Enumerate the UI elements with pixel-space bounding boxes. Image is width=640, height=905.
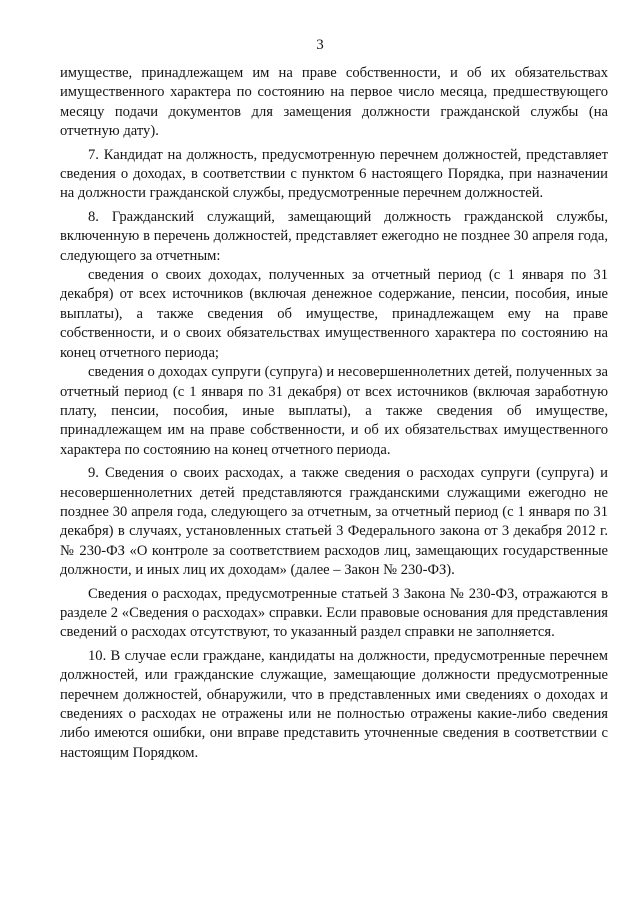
paragraph-item-10: 10. В случае если граждане, кандидаты на должности, предусмотренные перечнем должностей, или гражданские служащие, замещающие должности предусмотренные перечнем должностей, обнаружили, что в представленных ими сведениях о доходах и сведениях о расходах не отражены или не полностью отражены какие-либо сведения либо имеются ошибки, они вправе представить уточненные сведения в соответствии с настоящим Порядком. (60, 647, 608, 761)
paragraph-continuation: имуществе, принадлежащем им на праве собственности, и об их обязательствах имущественного характера по состоянию на первое число месяца, предшествующего месяцу подачи документов для замещения должности гражданской службы (на отчетную дату). (60, 65, 608, 140)
paragraph-item-7: 7. Кандидат на должность, предусмотренную перечнем должностей, представляет сведения о доходах, в соответствии с пунктом 6 настоящего Порядка, при назначении на должности гражданской службы, предусмотренные перечнем должностей. (60, 146, 608, 202)
paragraph-item-8-own-income: сведения о своих доходах, полученных за отчетный период (с 1 января по 31 декабря) от всех источников (включая денежное содержание, пенсии, пособия, иные выплаты), а также сведения об имуществе, принадлежащем ему на праве собственности, и о своих обязательствах имущественного характера по состоянию на конец отчетного периода; (60, 267, 608, 361)
paragraph-item-9: 9. Сведения о своих расходах, а также сведения о расходах супруги (супруга) и несовершеннолетних детей представляются гражданскими служащими ежегодно не позднее 30 апреля года, следующего за отчетным, за отчетный период (с 1 января по 31 декабря) в случаях, установленных статьей 3 Федерального закона от 3 декабря 2012 г. № 230-ФЗ «О контроле за соответствием расходов лиц, замещающих государственные должности, и иных лиц их доходам» (далее – Закон № 230-ФЗ). (60, 465, 608, 579)
paragraph-item-9-expenses: Сведения о расходах, предусмотренные статьей 3 Закона № 230-ФЗ, отражаются в разделе 2 «Сведения о расходах» справки. Если правовые основания для представления сведений о расходах отсутствуют, то указанный раздел справки не заполняется. (60, 585, 608, 641)
page-number: 3 (316, 37, 324, 53)
paragraph-item-8-family-income: сведения о доходах супруги (супруга) и несовершеннолетних детей, полученных за отчетный период (с 1 января по 31 декабря) от всех источников (включая заработную плату, пенсии, пособия, иные выплаты), а также сведения об имуществе, принадлежащем им на праве собственности, и об их обязательствах имущественного характера по состоянию на конец отчетного периода. (60, 364, 608, 458)
document-body (60, 64, 608, 763)
paragraph-item-8: 8. Гражданский служащий, замещающий должность гражданской службы, включенную в перечень должностей, представляет ежегодно не позднее 30 апреля года, следующего за отчетным: (60, 208, 608, 264)
